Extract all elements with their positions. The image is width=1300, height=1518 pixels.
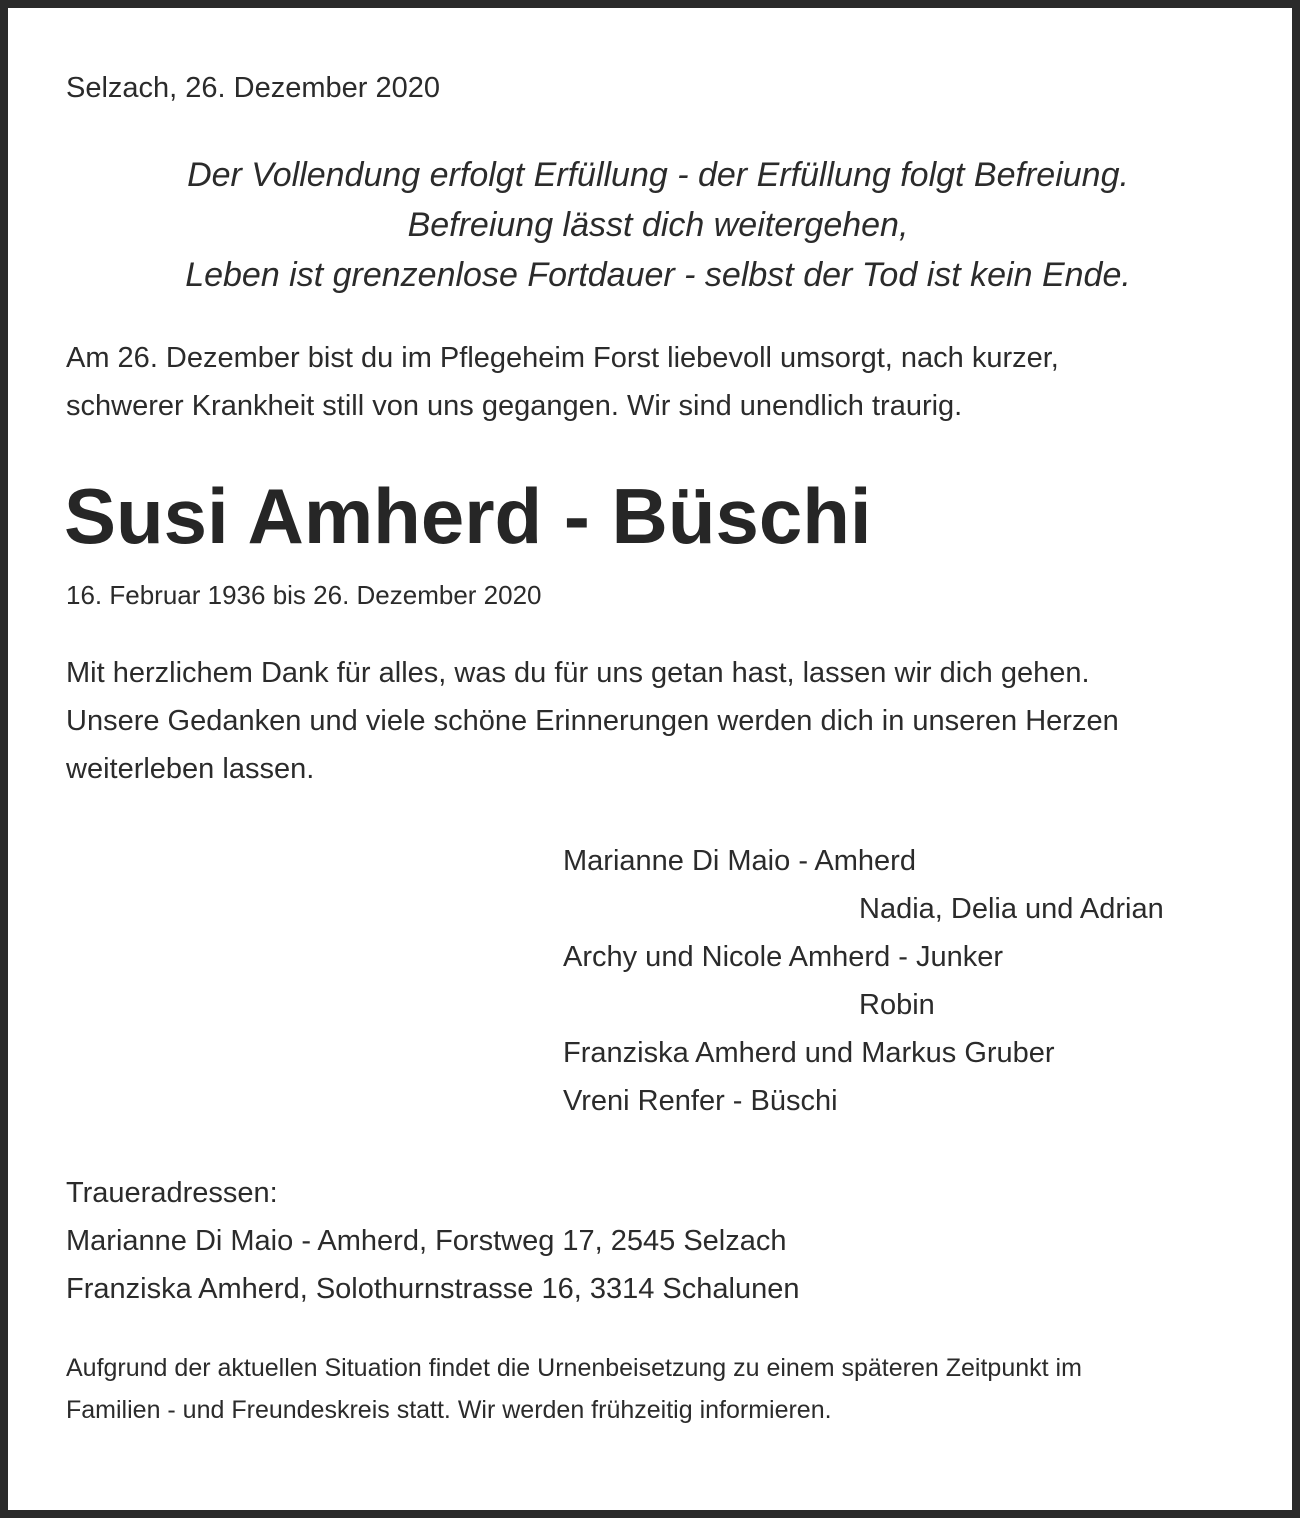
mourner-entry: Franziska Amherd und Markus Gruber (563, 1037, 1055, 1069)
mourner-children-entry: Robin (859, 989, 935, 1021)
mourning-address-2: Franziska Amherd, Solothurnstrasse 16, 3314 Schalunen (66, 1273, 800, 1305)
thanks-line-1: Mit herzlichem Dank für alles, was du für uns getan hast, lassen wir dich gehen. (66, 657, 1090, 689)
burial-note-line-1: Aufgrund der aktuellen Situation findet die Urnenbeisetzung zu einem späteren Zeitpunkt im (66, 1354, 1082, 1382)
motto-line-2: Befreiung lässt dich weitergehen, (407, 206, 909, 244)
mourner-entry: Marianne Di Maio - Amherd (563, 845, 916, 877)
thanks-line-3: weiterleben lassen. (66, 753, 315, 785)
intro-line-2: schwerer Krankheit still von uns gegangen. Wir sind unendlich traurig. (66, 390, 963, 422)
deceased-name: Susi Amherd - Büschi (64, 472, 872, 560)
addresses-heading: Traueradressen: (66, 1177, 278, 1209)
mourner-entry: Vreni Renfer - Büschi (563, 1085, 838, 1117)
motto-line-1: Der Vollendung erfolgt Erfüllung - der Erfüllung folgt Befreiung. (187, 156, 1129, 194)
place-and-date: Selzach, 26. Dezember 2020 (66, 72, 440, 104)
thanks-line-2: Unsere Gedanken und viele schöne Erinnerungen werden dich in unseren Herzen (66, 705, 1119, 737)
mourner-entry: Archy und Nicole Amherd - Junker (563, 941, 1004, 973)
motto-line-3: Leben ist grenzenlose Fortdauer - selbst der Tod ist kein Ende. (185, 256, 1131, 294)
burial-note-line-2: Familien - und Freundeskreis statt. Wir werden frühzeitig informieren. (66, 1396, 832, 1424)
mourning-address-1: Marianne Di Maio - Amherd, Forstweg 17, 2545 Selzach (66, 1225, 787, 1257)
lifespan-dates: 16. Februar 1936 bis 26. Dezember 2020 (66, 580, 542, 610)
mourner-children-entry: Nadia, Delia und Adrian (859, 893, 1164, 925)
intro-line-1: Am 26. Dezember bist du im Pflegeheim Forst liebevoll umsorgt, nach kurzer, (66, 342, 1059, 374)
